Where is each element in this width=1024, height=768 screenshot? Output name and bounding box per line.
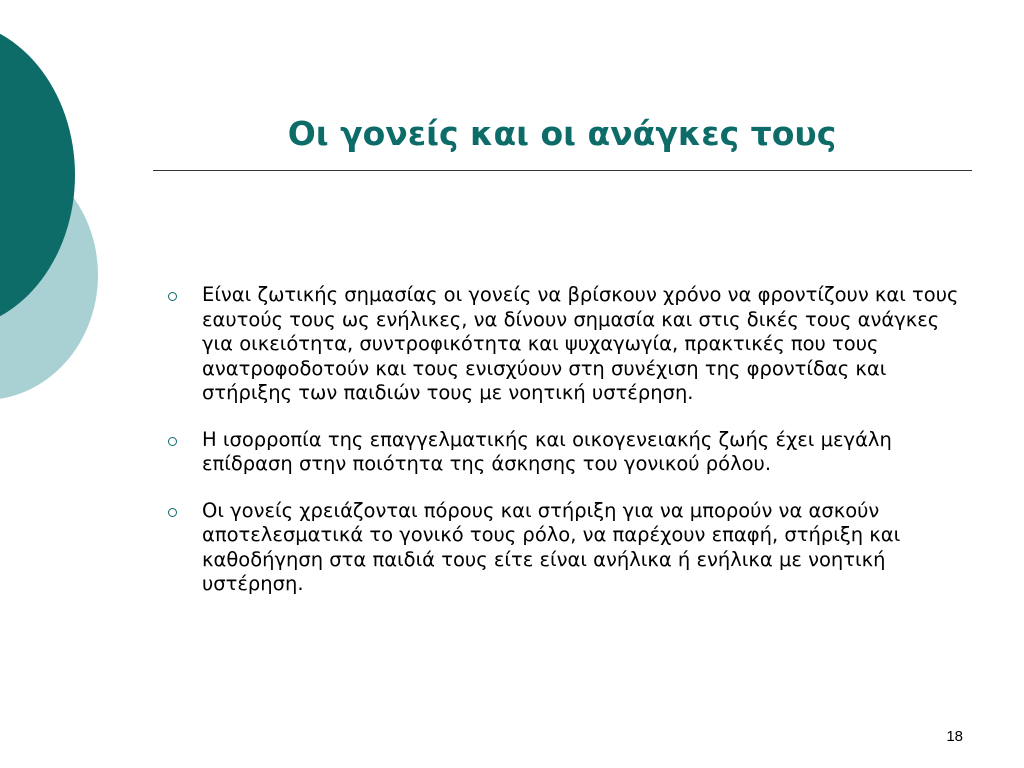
hollow-circle-bullet-icon: [168, 508, 177, 517]
slide-title: Οι γονείς και οι ανάγκες τους: [287, 114, 837, 153]
hollow-circle-bullet-icon: [168, 437, 177, 446]
bullet-text: Οι γονείς χρειάζονται πόρους και στήριξη για να μπορούν να ασκούν αποτελεσματικά το γονικό τους ρόλο, να παρέχουν επαφή, στήριξη και καθοδήγηση στα παιδιά τους είτε είναι ανήλικα ή ενήλικα με νοητική υστέρηση.: [202, 498, 901, 595]
bullet-list: [160, 283, 970, 619]
bullet-item: [160, 283, 970, 406]
bullet-item: [160, 428, 970, 477]
bullet-text: Είναι ζωτικής σημασίας οι γονείς να βρίσκουν χρόνο να φροντίζουν και τους εαυτούς τους ως ενήλικες, να δίνουν σημασία και στις δικές τους ανάγκες για οικειότητα, συντροφικότητα και ψυχαγωγία, πρακτικές που τους ανατροφοδοτούν και τους ενισχύουν στη συνέχιση της φροντίδας και στήριξης των παιδιών τους με νοητική υστέρηση.: [202, 283, 959, 404]
bullet-item: [160, 499, 970, 597]
hollow-circle-bullet-icon: [168, 292, 177, 301]
title-divider: [153, 170, 972, 171]
bullet-text: Η ισορροπία της επαγγελματικής και οικογενειακής ζωής έχει μεγάλη επίδραση στην ποιότητα της άσκησης του γονικού ρόλου.: [202, 427, 892, 475]
slide-number: 18: [946, 728, 963, 745]
